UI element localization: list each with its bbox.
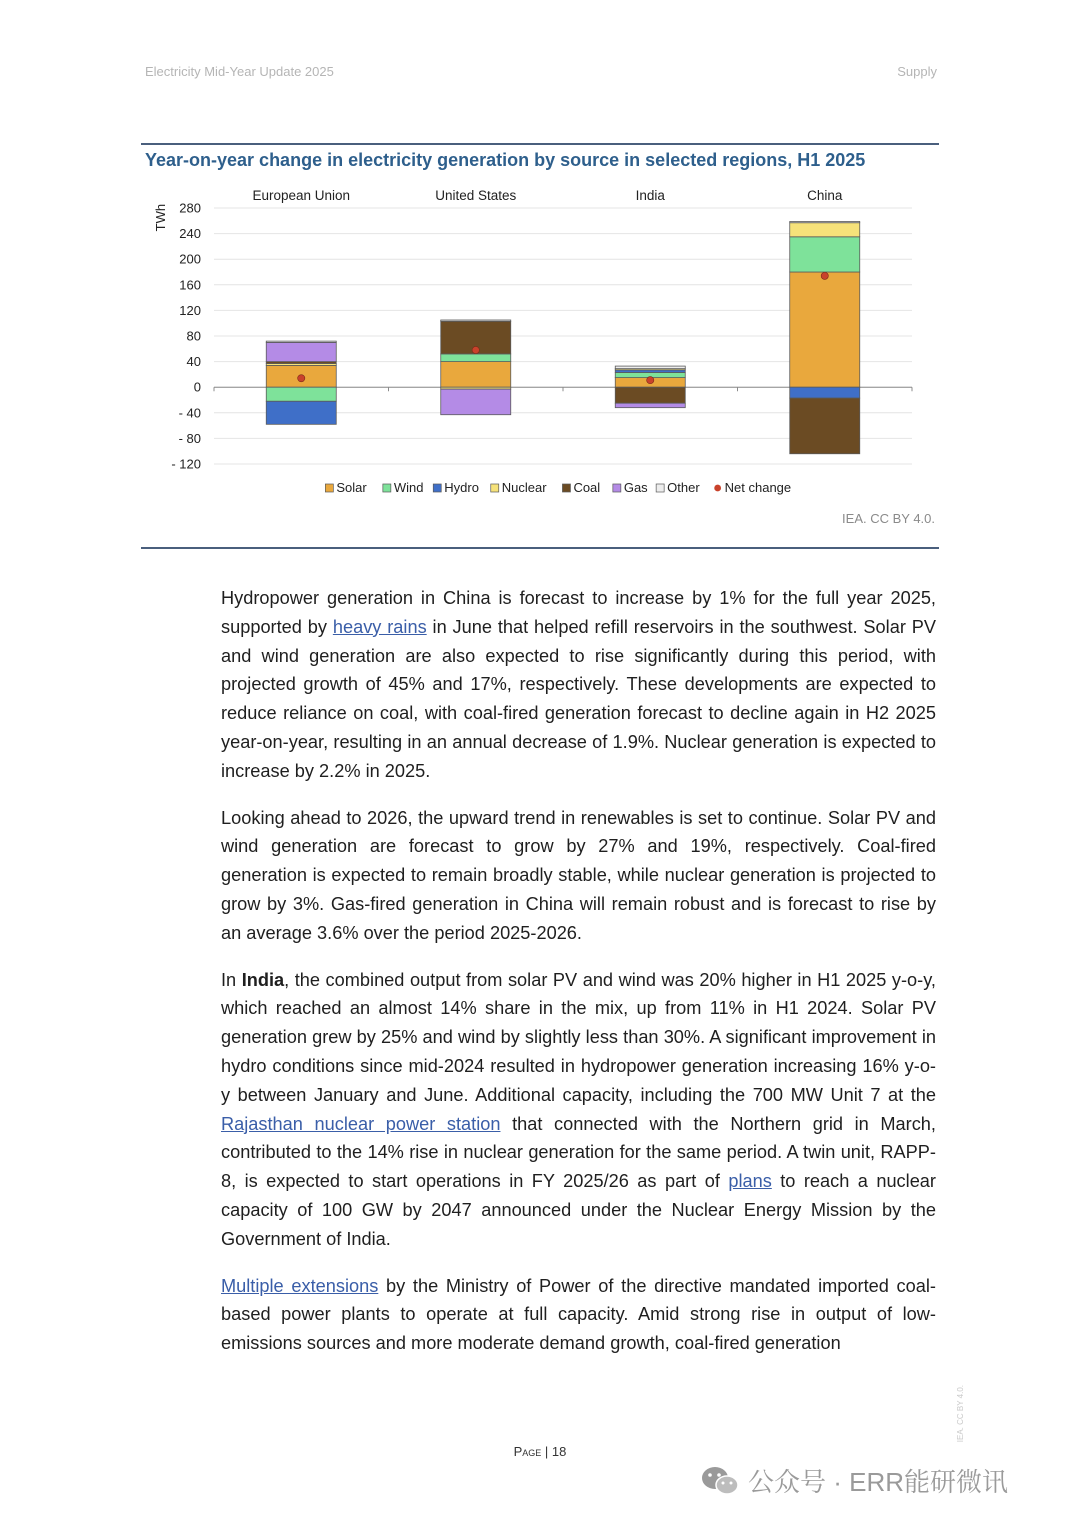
- legend-label: Hydro: [444, 480, 479, 495]
- bar-segment-hydro: [266, 401, 336, 424]
- wechat-icon: [700, 1465, 740, 1497]
- bar-segment-wind: [790, 237, 860, 272]
- bar-segment-nuclear: [790, 223, 860, 237]
- y-tick-label: 280: [179, 200, 201, 216]
- chart-title: Year-on-year change in electricity generation by source in selected regions, H1 2025: [145, 150, 866, 170]
- net-change-marker: [472, 346, 479, 353]
- bold-india: India: [241, 969, 285, 990]
- legend-label: Gas: [623, 480, 648, 495]
- bar-segment-wind: [441, 354, 511, 362]
- y-tick-label: 200: [179, 251, 201, 267]
- page-number-value: 18: [551, 1444, 567, 1459]
- bar-segment-other: [615, 366, 685, 369]
- bar-segment-gas: [266, 342, 336, 361]
- legend-label: Nuclear: [501, 480, 547, 495]
- legend-swatch-net-change: [714, 485, 721, 492]
- chart-credit: IEA. CC BY 4.0.: [842, 511, 935, 526]
- y-tick-label: 40: [186, 354, 201, 370]
- y-tick-label: - 120: [171, 456, 201, 472]
- legend-swatch-solar: [325, 484, 333, 492]
- net-change-marker: [647, 377, 654, 384]
- category-label: India: [635, 188, 665, 203]
- legend-label: Net change: [724, 480, 792, 495]
- bar-segment-coal: [615, 387, 685, 403]
- y-tick-label: 240: [179, 226, 201, 242]
- legend-label: Other: [667, 480, 700, 495]
- bar-segment-wind: [266, 387, 336, 401]
- legend-swatch-other: [656, 484, 664, 492]
- side-credit: IEA. CC BY 4.0.: [956, 1385, 965, 1443]
- y-tick-label: 0: [193, 379, 201, 395]
- bar-segment-gas: [441, 389, 511, 415]
- bar-segment-gas: [615, 403, 685, 407]
- bar-segment-other: [266, 341, 336, 342]
- y-axis-title: TWh: [153, 203, 168, 232]
- net-change-marker: [298, 375, 305, 382]
- bar-segment-other: [441, 320, 511, 321]
- paragraph-coal-directive: [221, 1272, 936, 1358]
- text-run: Hydropower generation in China is forecast to increase by 1% for the full year 2025, supported by: [221, 588, 936, 637]
- page-label: Page: [513, 1444, 542, 1459]
- bar-segment-solar: [790, 272, 860, 387]
- chart-top-rule: [141, 143, 939, 145]
- watermark-text: 公众号 · ERR能研微讯: [748, 1467, 1009, 1497]
- legend-label: Solar: [336, 480, 367, 495]
- bar-segment-other: [790, 221, 860, 222]
- paragraph-india: [221, 966, 936, 1254]
- legend-label: Wind: [393, 480, 424, 495]
- link-plans[interactable]: plans: [728, 1171, 772, 1192]
- category-label: United States: [435, 188, 517, 203]
- text-run: in June that helped refill reservoirs in the southwest. Solar PV and wind generation are also expected to rise significantly during this period, with projected growth of 45% and 17%, respectively. These developments are expected to reduce reliance on coal, with coal-fired generation forecast to decline again in H2 2025 year-on-year, resulting in an annual decrease of 1.9%. Nuclear generation is expected to increase by 2.2% in 2025.: [221, 616, 936, 781]
- chart-bottom-rule: [141, 547, 939, 549]
- legend-swatch-coal: [562, 484, 570, 492]
- wechat-watermark: [700, 1462, 1008, 1499]
- category-label: China: [807, 188, 843, 203]
- bar-segment-coal: [790, 398, 860, 454]
- paragraph-china-outlook: Looking ahead to 2026, the upward trend in renewables is set to continue. Solar PV and wind generation are forecast to grow by 27% and 19%, respectively. Coal-fired generation is expected to remain broadly stable, while nuclear generation is projected to grow by 3%. Gas-fired generation in China will remain robust and is forecast to rise by an average 3.6% over the period 2025-2026.: [221, 807, 936, 943]
- category-label: European Union: [252, 188, 351, 203]
- link-rajasthan-nuclear[interactable]: Rajasthan nuclear power station: [221, 1113, 501, 1134]
- legend-swatch-nuclear: [491, 484, 499, 492]
- link-heavy-rains[interactable]: heavy rains: [332, 616, 427, 637]
- bar-segment-hydro: [790, 387, 860, 398]
- page-separator: |: [541, 1444, 552, 1459]
- y-tick-label: 160: [179, 277, 201, 293]
- legend-swatch-wind: [383, 484, 391, 492]
- body-text: [221, 584, 936, 1376]
- page-number: [0, 1444, 1080, 1459]
- bar-segment-solar: [441, 362, 511, 388]
- legend-swatch-hydro: [433, 484, 441, 492]
- stacked-bar-chart: [141, 180, 941, 510]
- y-tick-label: 80: [186, 328, 201, 344]
- link-multiple-extensions[interactable]: Multiple extensions: [221, 1275, 379, 1296]
- y-tick-label: - 40: [178, 405, 201, 421]
- text-run: , the combined output from solar PV and wind was 20% higher in H1 2025 y-o-y, which reached an almost 14% share in the mix, up from 11% in H1 2024. Solar PV generation grew by 25% and wind by slightly less than 30%. A significant improvement in hydro conditions since mid-2024 resulted in hydropower generation increasing 16% y-o-y between January and June. Additional capacity, including the 700 MW Unit 7 at the: [221, 969, 936, 1105]
- legend-label: Coal: [573, 480, 601, 495]
- y-tick-label: 120: [179, 302, 201, 318]
- paragraph-china-hydro: [221, 584, 936, 786]
- text-run: by the Ministry of Power of the directive mandated imported coal-based power plants to operate at full capacity. Amid strong rise in output of low-emissions sources and more moderate demand growth, coal-fired generation: [221, 1275, 936, 1354]
- section-name: Supply: [897, 64, 937, 79]
- text-run: In: [221, 969, 242, 990]
- legend-swatch-gas: [613, 484, 621, 492]
- text-run: that connected with the Northern grid in March, contributed to the 14% rise in nuclear generation for the same period. A twin unit, RAPP-8, is expected to start operations in FY 2025/26 as part of: [221, 1113, 936, 1192]
- y-tick-label: - 80: [178, 430, 201, 446]
- net-change-marker: [821, 272, 828, 279]
- text-run: to reach a nuclear capacity of 100 GW by 2047 announced under the Nuclear Energy Mission by the Government of India.: [221, 1171, 936, 1249]
- report-title: Electricity Mid-Year Update 2025: [145, 64, 334, 79]
